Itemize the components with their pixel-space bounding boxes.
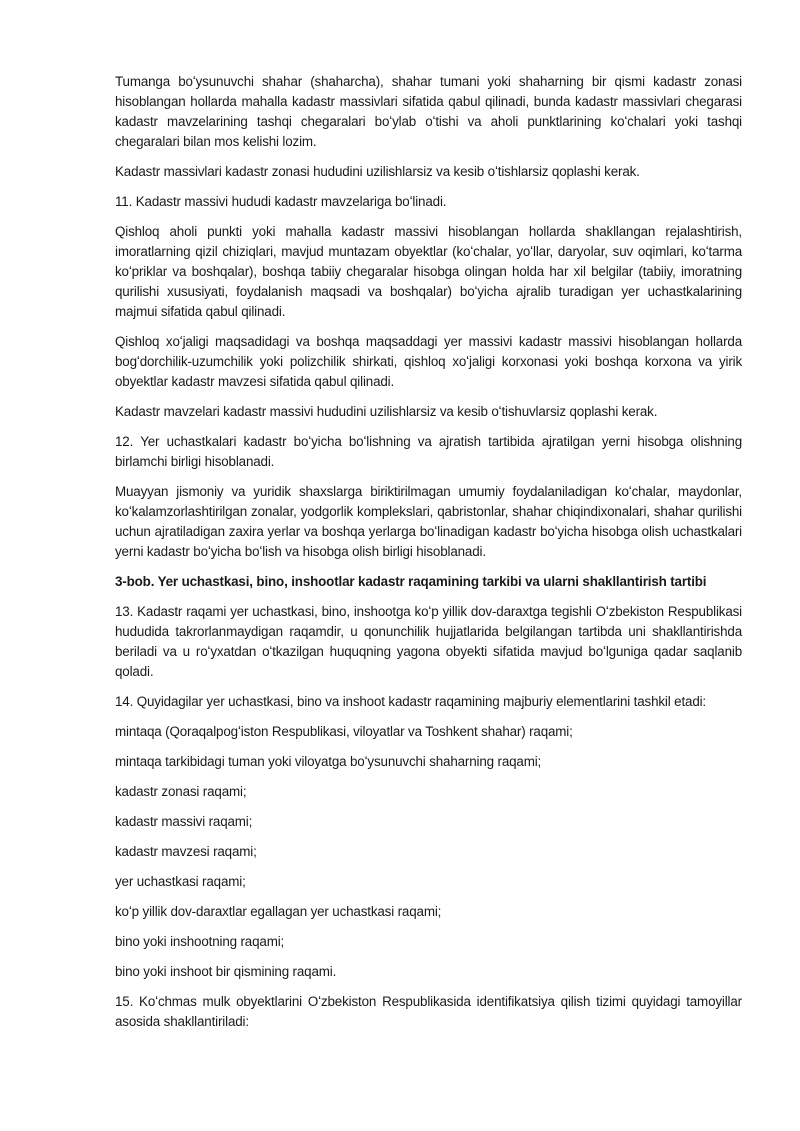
chapter-heading: 3-bob. Yer uchastkasi, bino, inshootlar kadastr raqamining tarkibi va ularni shakllantirish tartibi [115, 574, 707, 589]
list-item: yer uchastkasi raqami; [115, 874, 246, 889]
list-item: bino yoki inshootning raqami; [115, 934, 285, 949]
paragraph: 14. Quyidagilar yer uchastkasi, bino va inshoot kadastr raqamining majburiy elementlarini tashkil etadi: [115, 694, 707, 709]
paragraph: Tumanga boʻysunuvchi shahar (shaharcha), shahar tumani yoki shaharning bir qismi kadastr zonasi hisoblangan hollarda mahalla kadastr massivlari sifatida qabul qilinadi, bunda kadastr massivlari chegarasi kadastr mavzelarining tashqi chegaralari boʻylab oʻtishi va aholi punktlarining koʻchalari yoki tashqi chegaralari bilan mos kelishi lozim. [115, 74, 742, 149]
paragraph: 12. Yer uchastkalari kadastr boʻyicha boʻlishning va ajratish tartibida ajratilgan yerni hisobga olishning birlamchi birligi hisoblanadi. [115, 434, 742, 469]
paragraph: 13. Kadastr raqami yer uchastkasi, bino, inshootga koʻp yillik dov-daraxtga tegishli Oʻzbekiston Respublikasi hududida takrorlanmaydigan raqamdir, u qonunchilik hujjatlarida belgilangan tartibda uni shakllantirishda beriladi va u roʻyxatdan oʻtkazilgan huquqning yagona obyekti sifatida mavjud boʻlguniga qadar saqlanib qoladi. [115, 604, 742, 679]
list-item: bino yoki inshoot bir qismining raqami. [115, 964, 337, 979]
paragraph: Kadastr mavzelari kadastr massivi hududini uzilishlarsiz va kesib oʻtishuvlarsiz qoplashi kerak. [115, 404, 658, 419]
paragraph: Qishloq xoʻjaligi maqsadidagi va boshqa maqsaddagi yer massivi kadastr massivi hisoblangan hollarda bogʻdorchilik-uzumchilik yoki polizchilik shirkati, qishloq xoʻjaligi korxonasi yoki boshqa korxona va yirik obyektlar kadastr mavzesi sifatida qabul qilinadi. [115, 334, 742, 389]
list-item: kadastr zonasi raqami; [115, 784, 247, 799]
paragraph: Qishloq aholi punkti yoki mahalla kadastr massivi hisoblangan hollarda shakllangan rejalashtirish, imoratlarning qizil chiziqlari, mavjud muntazam obyektlar (koʻchalar, yoʻllar, daryolar, suv oqimlari, koʻtarma koʻpriklar va boshqalar), boshqa tabiiy chegaralar hisobga olingan holda har xil belgilar (tabiiy, imoratning qurilishi xususiyati, foydalanish maqsadi va boshqalar) boʻyicha ajralib turadigan yer uchastkalarining majmui sifatida qabul qilinadi. [115, 224, 742, 319]
list-item: mintaqa tarkibidagi tuman yoki viloyatga boʻysunuvchi shaharning raqami; [115, 754, 542, 769]
paragraph: Kadastr massivlari kadastr zonasi hududini uzilishlarsiz va kesib oʻtishlarsiz qoplashi kerak. [115, 164, 640, 179]
list-item: kadastr mavzesi raqami; [115, 844, 257, 859]
paragraph: 11. Kadastr massivi hududi kadastr mavzelariga boʻlinadi. [115, 194, 447, 209]
document-page [115, 72, 742, 1042]
list-item: mintaqa (Qoraqalpogʻiston Respublikasi, viloyatlar va Toshkent shahar) raqami; [115, 724, 573, 739]
list-item: koʻp yillik dov-daraxtlar egallagan yer uchastkasi raqami; [115, 904, 442, 919]
paragraph: 15. Koʻchmas mulk obyektlarini Oʻzbekiston Respublikasida identifikatsiya qilish tizimi quyidagi tamoyillar asosida shakllantiriladi: [115, 994, 742, 1029]
list-item: kadastr massivi raqami; [115, 814, 253, 829]
paragraph: Muayyan jismoniy va yuridik shaxslarga biriktirilmagan umumiy foydalaniladigan koʻchalar, maydonlar, koʻkalamzorlashtirilgan zonalar, yodgorlik komplekslari, qabristonlar, shahar chiqindixonalari, shahar qurilishi uchun ajratiladigan zaxira yerlar va boshqa yerlarga boʻlinadigan kadastr boʻyicha hisobga olish uchastkalari yerni kadastr boʻyicha boʻlish va hisobga olish birligi hisoblanadi. [115, 484, 742, 559]
